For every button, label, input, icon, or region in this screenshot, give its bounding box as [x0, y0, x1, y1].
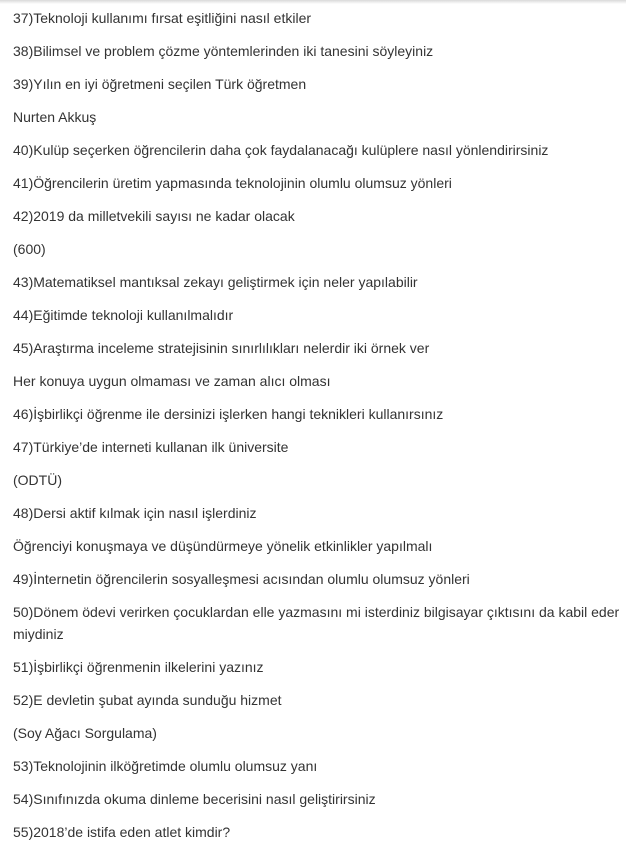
- question-40: 40)Kulüp seçerken öğrencilerin daha çok faydalanacağı kulüplere nasıl yönlendirirsiniz: [13, 142, 549, 158]
- article-body: [13, 7, 621, 854]
- question-53: 53)Teknolojinin ilköğretimde olumlu olumsuz yanı: [13, 758, 318, 774]
- question-49: 49)İnternetin öğrencilerin sosyalleşmesi acısından olumlu olumsuz yönleri: [13, 571, 470, 587]
- question-41: 41)Öğrencilerin üretim yapmasında teknolojinin olumlu olumsuz yönleri: [13, 175, 452, 191]
- question-37: 37)Teknoloji kullanımı fırsat eşitliğini nasıl etkiler: [13, 10, 312, 26]
- answer-45: Her konuya uygun olmaması ve zaman alıcı olması: [13, 373, 331, 389]
- question-47: 47)Türkiye’de interneti kullanan ilk üniversite: [13, 439, 289, 455]
- question-44: 44)Eğitimde teknoloji kullanılmalıdır: [13, 307, 234, 323]
- top-divider: [0, 0, 626, 4]
- question-42: 42)2019 da milletvekili sayısı ne kadar olacak: [13, 208, 295, 224]
- question-43: 43)Matematiksel mantıksal zekayı geliştirmek için neler yapılabilir: [13, 274, 418, 290]
- question-51: 51)İşbirlikçi öğrenmenin ilkelerini yazınız: [13, 659, 264, 675]
- question-38: 38)Bilimsel ve problem çözme yöntemlerinden iki tanesini söyleyiniz: [13, 43, 434, 59]
- answer-39: Nurten Akkuş: [13, 109, 97, 125]
- question-52: 52)E devletin şubat ayında sunduğu hizmet: [13, 692, 282, 708]
- answer-42: (600): [13, 241, 46, 257]
- question-39: 39)Yılın en iyi öğretmeni seçilen Türk öğretmen: [13, 76, 307, 92]
- answer-47: (ODTÜ): [13, 472, 62, 488]
- question-55: 55)2018’de istifa eden atlet kimdir?: [13, 824, 231, 840]
- question-45: 45)Araştırma inceleme stratejisinin sınırlılıkları nelerdir iki örnek ver: [13, 340, 430, 356]
- question-48: 48)Dersi aktif kılmak için nasıl işlerdiniz: [13, 505, 257, 521]
- answer-48: Öğrenciyi konuşmaya ve düşündürmeye yönelik etkinlikler yapılmalı: [13, 538, 433, 554]
- answer-52: (Soy Ağacı Sorgulama): [13, 725, 157, 741]
- question-50: 50)Dönem ödevi verirken çocuklardan elle yazmasını mi isterdiniz bilgisayar çıktısını da kabil eder miydiniz: [13, 604, 620, 642]
- question-46: 46)İşbirlikçi öğrenme ile dersinizi işlerken hangi teknikleri kullanırsınız: [13, 406, 444, 422]
- question-54: 54)Sınıfınızda okuma dinleme becerisini nasıl geliştirirsiniz: [13, 791, 376, 807]
